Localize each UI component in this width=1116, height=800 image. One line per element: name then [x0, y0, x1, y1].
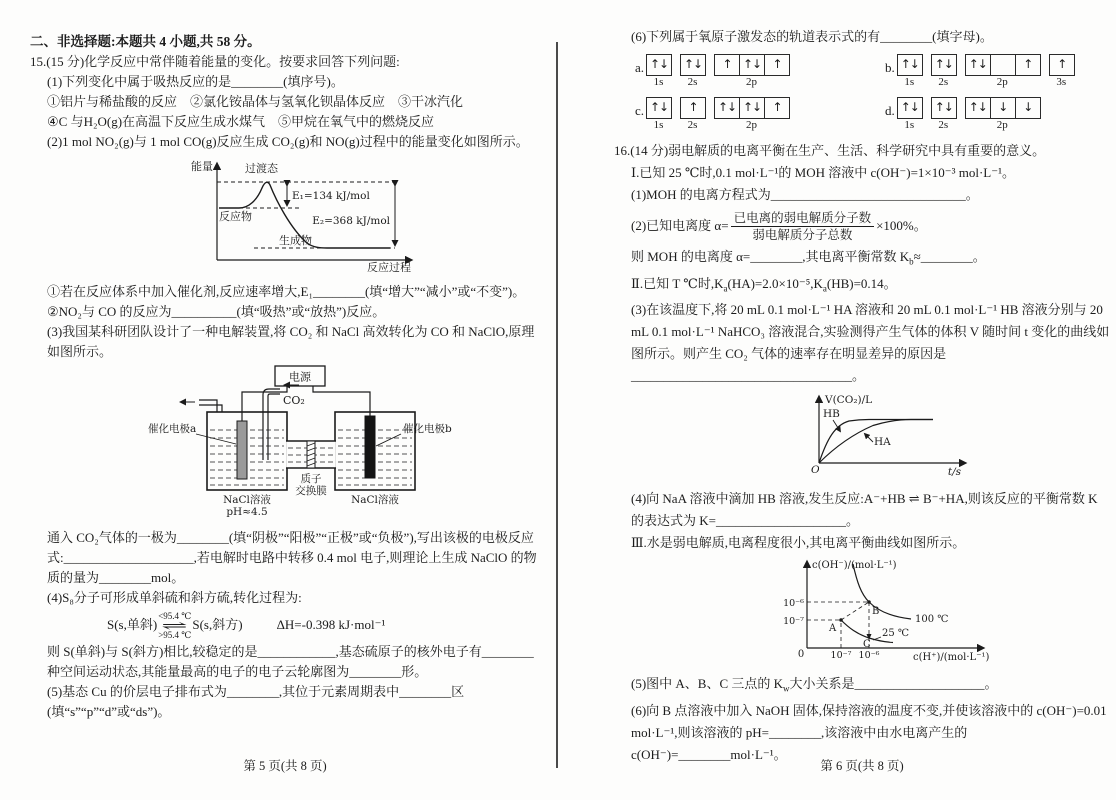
orbital-box: ↑ — [680, 97, 706, 119]
q16-part2-definition — [631, 206, 1110, 246]
kw-y-tick-1e-7: 10⁻⁷ — [783, 616, 804, 628]
point-a-label: A — [829, 623, 837, 635]
outlet-tube-outer — [199, 400, 217, 412]
q15-part2-sub2: ②NO₂与 CO 的反应为__________(填“吸热”或“放热”)反应。 — [47, 304, 386, 319]
v-graph-x-label: t/s — [947, 466, 961, 479]
electrode-b — [365, 416, 375, 478]
reactant-label: 反应物 — [219, 210, 252, 223]
kw-dashed-guides — [807, 602, 871, 651]
option-c-label: c. — [635, 103, 645, 118]
electrolysis-cell-diagram — [147, 364, 542, 526]
q16-intro: 16.(14 分)弱电解质的电离平衡在生产、生活、科学研究中具有重要的意义。 — [614, 143, 1046, 158]
point-a-dot — [839, 618, 843, 622]
equilibrium-arrow — [158, 611, 191, 640]
q16-part2-suffix: ×100%。 — [876, 218, 927, 233]
product-label: 生成物 — [279, 234, 312, 247]
co2-tube-outer — [263, 389, 280, 460]
orbital-option-a: a. ↑↓ 1s ↑↓ 2s ↑ ↑↓ ↑ 2p — [635, 54, 885, 89]
option-a-label: a. — [635, 60, 645, 75]
q15-part3: (3)我国某科研团队设计了一种电解装置,将 CO₂ 和 NaCl 高效转化为 CO 和 NaClO,原理如图所示。 — [47, 324, 535, 359]
section-header: 二、非选择题:本题共 4 小题,共 58 分。 — [30, 34, 261, 49]
fraction-denominator: 弱电解质分子总数 — [752, 227, 853, 242]
orbital-box: ↑ — [764, 54, 790, 76]
q16-part1: (1)MOH 的电离方程式为______________________________。 — [631, 187, 979, 202]
fraction-numerator: 已电离的弱电解质分子数 — [731, 210, 875, 227]
membrane-label-1: 质子 — [300, 473, 322, 485]
orbital-box: ↑ — [1049, 54, 1075, 76]
point-b-dot — [867, 600, 871, 604]
q15-part2-sub1: ①若在反应体系中加入催化剂,反应速率增大,E₁________(填“增大”“减小”或“不变”)。 — [47, 284, 526, 299]
sulfur-eq-rhs: S(s,斜方) — [192, 617, 243, 632]
ka-subscript: a — [723, 283, 728, 294]
orbital-box: ↑ — [764, 97, 790, 119]
ka-subscript: a — [822, 283, 827, 294]
outlet-tube-inner — [199, 405, 222, 412]
electrode-a-leader — [196, 434, 236, 444]
kw-x-label: c(H⁺)/(mol·L⁻¹) — [913, 652, 990, 664]
point-c-label: C — [863, 639, 871, 651]
page-6-footer: 第 6 页(共 8 页) — [820, 759, 904, 773]
orbital-box: ↓ — [990, 97, 1016, 119]
orbital-box: ↑↓ — [965, 97, 991, 119]
kw-y-tick-1e-6: 10⁻⁶ — [783, 598, 804, 610]
equilibrium-harpoons-icon: ⇌ — [161, 617, 188, 633]
transition-state-label: 过渡态 — [245, 162, 278, 175]
orbital-box: ↑↓ — [931, 54, 957, 76]
kw-x-tick-1e-6: 10⁻⁶ — [858, 650, 880, 662]
co2-tube-inner — [268, 394, 280, 460]
orbital-box: ↑ — [1015, 54, 1041, 76]
kb-subscript: b — [909, 256, 914, 267]
energy-x-label: 反应过程 — [367, 261, 411, 272]
left-solution-label: NaCl溶液 — [223, 494, 271, 506]
q15-options-line2: ④C 与H₂O(g)在高温下反应生成水煤气 ⑤甲烷在氧气中的燃烧反应 — [47, 114, 435, 129]
page-divider-line — [556, 42, 558, 768]
water-ionization-svg — [765, 556, 1000, 666]
orbital-box: ↑ — [714, 54, 740, 76]
orbital-box: ↑↓ — [897, 97, 923, 119]
energy-y-label: 能量 — [191, 160, 213, 173]
electrode-a — [237, 421, 247, 479]
membrane-label-2: 交换膜 — [295, 485, 327, 497]
co2-label: CO₂ — [283, 394, 305, 407]
orbital-box: ↑↓ — [646, 54, 672, 76]
electrode-a-label: 催化电极a — [148, 423, 197, 435]
eq-condition-top: <95.4 ℃ — [158, 610, 192, 621]
ha-curve-label: HA — [874, 436, 891, 449]
orbital-box: ↑↓ — [965, 54, 991, 76]
curve-100c-label: 100 ℃ — [915, 614, 949, 626]
e1-label: E₁=134 kJ/mol — [292, 190, 370, 202]
energy-profile-diagram — [159, 156, 542, 278]
q16-given-III: Ⅲ.水是弱电解质,电离程度很小,其电离平衡曲线如图所示。 — [631, 535, 966, 551]
q15-part5: (5)基态 Cu 的价层电子排布式为________,其位于元素周期表中________区(填“s”“p”“d”或“ds”)。 — [47, 684, 465, 719]
ionization-degree-fraction — [731, 210, 875, 243]
q16-given-I: Ⅰ.已知 25 ℃时,0.1 mol·L⁻¹的 MOH 溶液中 c(OH⁻)=1×10⁻³ mol·L⁻¹。 — [631, 165, 1016, 180]
kw-origin: 0 — [797, 649, 805, 661]
orbital-option-b: b. ↑↓ 1s ↑↓ 2s ↑↓ ↑ 2p ↑ 3s — [885, 54, 1110, 89]
page-5-footer: 第 5 页(共 8 页) — [243, 759, 327, 773]
ha-label-arrow — [865, 434, 873, 442]
gas-volume-time-graph — [781, 389, 1110, 486]
option-b-label: b. — [885, 60, 895, 75]
q16-part6: (6)向 B 点溶液中加入 NaOH 固体,保持溶液的温度不变,并使该溶液中的 c(OH⁻)=0.01 mol·L⁻¹,则该溶液的 pH=________,该溶液中由水电离产生的c(OH⁻)=________mol·L⁻¹。 — [631, 702, 1107, 762]
v-graph-y-label: V(CO₂)/L — [825, 394, 873, 407]
q16-part3: (3)在该温度下,将 20 mL 0.1 mol·L⁻¹ HA 溶液和 20 mL 0.1 mol·L⁻¹ HB 溶液分别与 20 mL 0.1 mol·L⁻¹ NaHCO₃ 溶液混合,实验测得产生气体的体积 V 随时间 t 变化的曲线如图所示。则产生 CO₂ 气体的速率存在明显差异的原因是__________________________________。 — [631, 302, 1110, 384]
orbital-box: ↑↓ — [646, 97, 672, 119]
orbital-box: ↑↓ — [897, 54, 923, 76]
q15-part4-text: 则 S(单斜)与 S(斜方)相比,较稳定的是____________,基态硫原子的核外电子有________种空间运动状态,其能量最高的电子的电子云轮廓图为________形。 — [47, 644, 534, 679]
q16-part4: (4)向 NaA 溶液中滴加 HB 溶液,发生反应:A⁻+HB ⇌ B⁻+HA,则该反应的平衡常数 K 的表达式为 K=____________________。 — [631, 491, 1098, 529]
kw-subscript: w — [783, 683, 790, 694]
orbital-option-d: d. ↑↓ 1s ↑↓ 2s ↑↓ ↓ ↓ 2p — [885, 97, 1110, 132]
q15-part6: (6)下列属于氧原子激发态的轨道表示式的有________(填字母)。 — [631, 29, 993, 44]
sulfur-equation — [107, 608, 542, 642]
orbital-box: ↑↓ — [680, 54, 706, 76]
q16-part2-answer-line: 则 MOH 的电离度 α=________,其电离平衡常数 $K_b\approx\_\_\_\_\_\_\_\_$。 — [631, 249, 986, 267]
curve-25c-leader — [873, 637, 881, 640]
orbital-box: ↓ — [1015, 97, 1041, 119]
orbital-box: ↑↓ — [714, 97, 740, 119]
orbital-box: ↑↓ — [739, 97, 765, 119]
option-d-label: d. — [885, 103, 895, 118]
point-b-label: B — [872, 606, 880, 618]
right-solution-label: NaCl溶液 — [351, 494, 399, 506]
q15-part3-text: 通入 CO₂气体的一极为________(填“阴极”“阳极”“正极”或“负极”),写出该极的电极反应式:____________________,若电解时电路中转移 0.4 mol 电子,则理论上生成 NaClO 的物质的量为________mol。 — [47, 530, 537, 585]
eq-condition-bottom: >95.4 ℃ — [158, 629, 192, 640]
v-graph-origin: O — [811, 464, 820, 477]
orbital-option-c: c. ↑↓ 1s ↑ 2s ↑↓ ↑↓ ↑ 2p — [635, 97, 885, 132]
kw-y-label: c(OH⁻)/(mol·L⁻¹) — [812, 560, 897, 572]
q15-options-line1: ①铝片与稀盐酸的反应 ②氯化铵晶体与氢氧化钡晶体反应 ③干冰汽化 — [47, 94, 464, 109]
sulfur-eq-lhs: S(s,单斜) — [107, 617, 158, 632]
kw-x-tick-1e-7: 10⁻⁷ — [830, 650, 852, 662]
energy-profile-svg — [159, 156, 439, 272]
orbital-box: ↑↓ — [739, 54, 765, 76]
water-ionization-graph — [765, 556, 1110, 673]
hb-curve-label: HB — [823, 408, 840, 421]
q15-part4: (4)S₈分子可形成单斜硫和斜方硫,转化过程为: — [47, 590, 302, 605]
left-solution-ph: pH≈4.5 — [226, 506, 268, 518]
page-6 — [614, 26, 1110, 766]
q16-part2-prefix: (2)已知电离度 α= — [631, 218, 729, 233]
page-5 — [30, 32, 542, 722]
electrode-b-leader — [376, 434, 401, 446]
q15-part2: (2)1 mol NO₂(g)与 1 mol CO(g)反应生成 CO₂(g)和 NO(g)过程中的能量变化如图所示。 — [47, 134, 529, 149]
q15-intro: 15.(15 分)化学反应中常伴随着能量的变化。按要求回答下列问题: — [30, 54, 400, 69]
q16-given-II: Ⅱ.已知 T ℃时$,K_a(HA)=2.0\times 10^{-5},K_a(HB)=0.14$。 — [631, 275, 897, 294]
orbital-diagrams — [635, 54, 1110, 132]
curve-25c-label: 25 ℃ — [882, 628, 910, 640]
q16-part5: (5)图中 A、B、C 三点的 $K_w$大小关系是____________________。 — [631, 676, 998, 694]
electrode-b-label: 催化电极b — [403, 423, 452, 435]
e2-label: E₂=368 kJ/mol — [312, 215, 390, 227]
orbital-box: ↑↓ — [931, 97, 957, 119]
sulfur-eq-enthalpy: ΔH=-0.398 kJ·mol⁻¹ — [276, 617, 386, 632]
orbital-box — [990, 54, 1016, 76]
power-source-label: 电源 — [289, 370, 311, 384]
gas-volume-time-svg — [781, 389, 981, 479]
q15-part1: (1)下列变化中属于吸热反应的是________(填序号)。 — [47, 74, 344, 89]
curve-100c — [853, 564, 911, 619]
electrolysis-cell-svg — [147, 364, 452, 520]
